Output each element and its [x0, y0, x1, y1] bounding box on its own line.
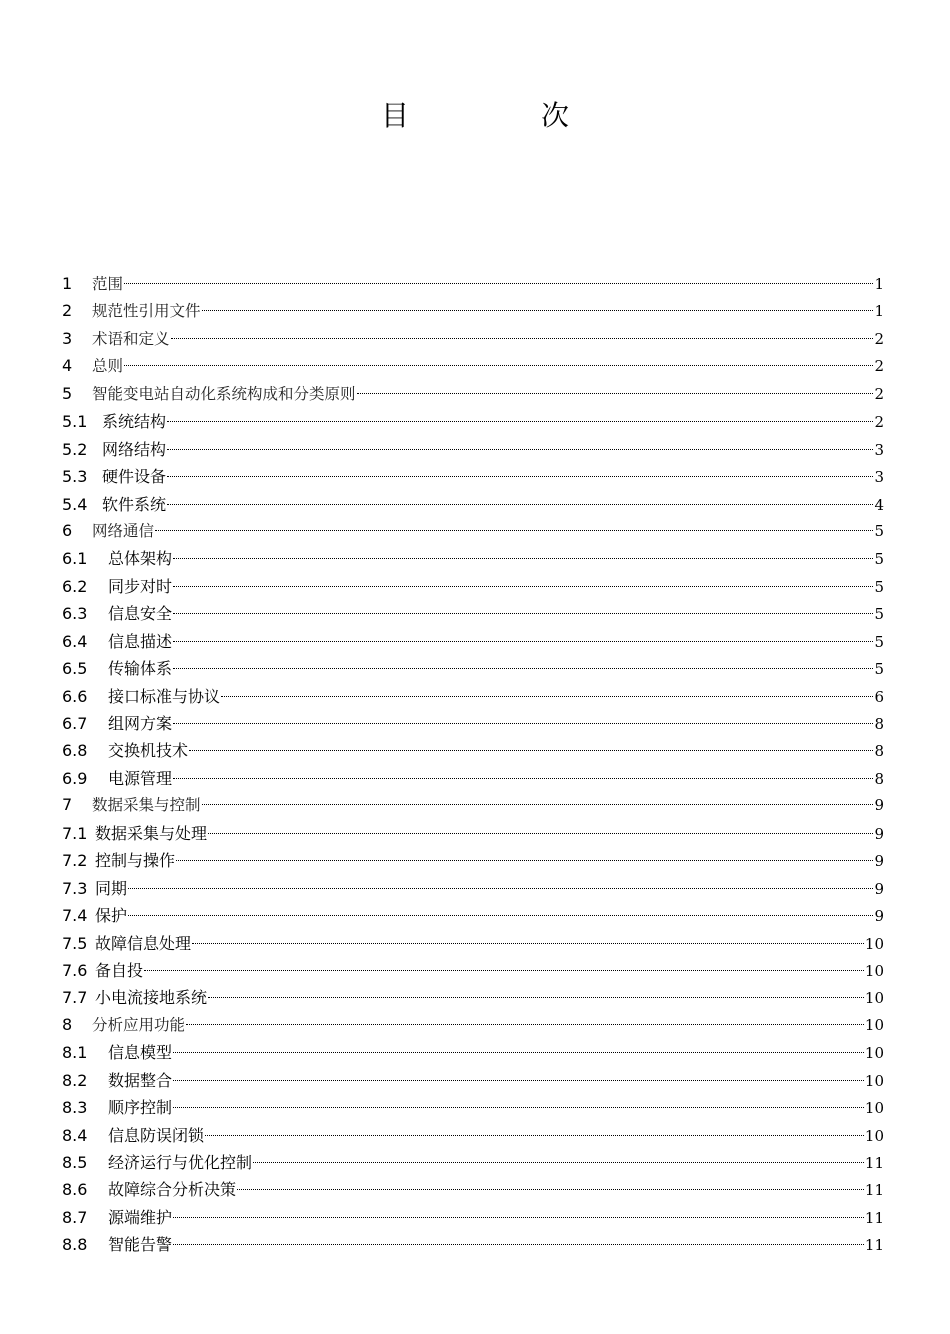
toc-entry-page-number: 2 — [874, 329, 884, 348]
toc-entry-label: 控制与操作 — [95, 851, 176, 871]
toc-entry-page-number: 9 — [874, 852, 884, 871]
toc-entry-number: 7.6 — [62, 960, 88, 980]
toc-entry-number: 6.9 — [62, 768, 88, 788]
toc-entry-label: 规范性引用文件 — [92, 302, 201, 321]
toc-entry-label: 网络结构 — [102, 439, 167, 459]
toc-dot-leader — [205, 1123, 864, 1139]
toc-entry-page-number: 10 — [864, 1044, 884, 1063]
toc-entry-label: 软件系统 — [102, 494, 167, 514]
toc-entry-label: 硬件设备 — [102, 467, 167, 487]
toc-entry-number: 5 — [62, 383, 73, 403]
toc-entry-page-number: 10 — [864, 989, 884, 1008]
toc-dot-leader — [124, 353, 873, 369]
toc-dot-leader — [128, 876, 873, 892]
toc-entry-number: 7 — [62, 795, 73, 815]
toc-entry-label: 总体架构 — [108, 549, 173, 569]
toc-entry-page-number: 11 — [864, 1181, 884, 1200]
toc-dot-leader — [237, 1177, 864, 1193]
toc-entry-page-number: 10 — [864, 1071, 884, 1090]
toc-dot-leader — [253, 1150, 864, 1166]
toc-entry-label: 源端维护 — [108, 1207, 173, 1227]
toc-entry[interactable] — [62, 1123, 884, 1150]
toc-entry[interactable] — [62, 711, 884, 738]
toc-entry[interactable] — [62, 793, 884, 820]
toc-entry-number: 3 — [62, 328, 73, 348]
toc-dot-leader — [167, 409, 873, 425]
toc-entry-label: 数据整合 — [108, 1070, 173, 1090]
toc-entry-label: 智能变电站自动化系统构成和分类原则 — [92, 384, 356, 403]
toc-entry[interactable] — [62, 629, 884, 656]
toc-entry-page-number: 10 — [864, 1126, 884, 1145]
toc-dot-leader — [202, 298, 874, 314]
toc-entry-page-number: 5 — [874, 605, 884, 624]
toc-entry[interactable] — [62, 656, 884, 683]
toc-dot-leader — [167, 437, 873, 453]
toc-dot-leader — [173, 1068, 864, 1084]
toc-dot-leader — [128, 903, 873, 919]
toc-entry[interactable] — [62, 738, 884, 765]
toc-entry[interactable] — [62, 821, 884, 848]
toc-entry-page-number: 5 — [874, 550, 884, 569]
toc-entry-page-number: 10 — [864, 1099, 884, 1118]
toc-entry[interactable] — [62, 848, 884, 875]
toc-entry-label: 同期 — [95, 878, 128, 898]
toc-entry-page-number: 9 — [874, 824, 884, 843]
toc-dot-leader — [221, 684, 873, 700]
toc-entry-number: 2 — [62, 301, 73, 321]
toc-entry[interactable] — [62, 1068, 884, 1095]
toc-dot-leader — [173, 629, 873, 645]
toc-entry-page-number: 11 — [864, 1236, 884, 1255]
toc-entry-label: 分析应用功能 — [92, 1015, 186, 1034]
toc-entry-page-number: 1 — [874, 275, 884, 293]
toc-entry-label: 故障综合分析决策 — [108, 1180, 237, 1200]
toc-entry-page-number: 9 — [874, 796, 884, 815]
toc-dot-leader — [144, 958, 864, 974]
toc-entry[interactable] — [62, 958, 884, 985]
toc-entry-number: 1 — [62, 274, 73, 293]
toc-entry-page-number: 9 — [874, 907, 884, 926]
toc-entry-label: 保护 — [95, 906, 128, 926]
toc-dot-leader — [208, 821, 873, 837]
toc-entry-page-number: 10 — [864, 1015, 884, 1034]
toc-entry[interactable] — [62, 931, 884, 958]
toc-entry-label: 小电流接地系统 — [95, 988, 208, 1008]
table-of-contents — [62, 272, 884, 1260]
toc-entry-number: 7.7 — [62, 988, 88, 1008]
toc-entry-label: 数据采集与处理 — [95, 823, 208, 843]
toc-entry-label: 信息模型 — [108, 1043, 173, 1063]
toc-dot-leader — [202, 792, 874, 808]
toc-entry-number: 8.5 — [62, 1153, 88, 1172]
toc-entry-number: 8 — [62, 1014, 73, 1034]
toc-entry-page-number: 8 — [874, 742, 884, 761]
toc-entry-page-number: 5 — [874, 521, 884, 540]
toc-entry[interactable] — [62, 574, 884, 601]
toc-entry-label: 网络通信 — [92, 521, 155, 540]
toc-dot-leader — [357, 381, 874, 397]
toc-entry-number: 5.4 — [62, 494, 88, 514]
toc-entry[interactable] — [62, 876, 884, 903]
toc-dot-leader — [167, 464, 873, 480]
toc-entry-page-number: 5 — [874, 632, 884, 651]
toc-entry-number: 8.1 — [62, 1043, 88, 1063]
toc-dot-leader — [173, 711, 873, 727]
toc-entry[interactable] — [62, 985, 884, 1012]
toc-entry-label: 术语和定义 — [92, 329, 170, 348]
toc-entry[interactable] — [62, 684, 884, 711]
toc-entry-number: 6 — [62, 520, 73, 540]
toc-entry-label: 传输体系 — [108, 659, 173, 679]
toc-dot-leader — [173, 766, 873, 782]
toc-entry-label: 信息安全 — [108, 604, 173, 624]
toc-entry-label: 经济运行与优化控制 — [108, 1153, 253, 1172]
toc-entry-page-number: 3 — [874, 468, 884, 487]
toc-entry-page-number: 11 — [864, 1154, 884, 1172]
toc-entry-number: 7.1 — [62, 823, 88, 843]
toc-entry-page-number: 4 — [874, 495, 884, 514]
toc-entry-label: 智能告警 — [108, 1235, 173, 1255]
toc-dot-leader — [155, 518, 873, 534]
toc-entry[interactable] — [62, 1013, 884, 1040]
toc-entry[interactable] — [62, 327, 884, 354]
toc-dot-leader — [208, 985, 864, 1001]
toc-entry-label: 接口标准与协议 — [108, 686, 221, 706]
toc-entry-number: 8.7 — [62, 1207, 88, 1227]
toc-entry-label: 系统结构 — [102, 412, 167, 432]
toc-entry[interactable] — [62, 601, 884, 628]
toc-entry-number: 5.3 — [62, 467, 88, 487]
toc-entry-page-number: 8 — [874, 715, 884, 733]
toc-entry-number: 7.2 — [62, 851, 88, 871]
toc-dot-leader — [173, 1232, 864, 1248]
toc-entry-label: 总则 — [92, 357, 124, 376]
toc-entry[interactable] — [62, 1150, 884, 1177]
toc-entry-number: 7.5 — [62, 933, 88, 953]
toc-entry-number: 6.4 — [62, 631, 88, 651]
toc-dot-leader — [189, 738, 873, 754]
toc-dot-leader — [171, 326, 874, 342]
toc-dot-leader — [173, 656, 873, 672]
toc-entry-number: 6.5 — [62, 659, 88, 679]
toc-entry-page-number: 6 — [874, 687, 884, 706]
toc-entry-label: 范围 — [92, 275, 124, 293]
toc-entry-number: 4 — [62, 356, 73, 376]
toc-dot-leader — [186, 1012, 864, 1028]
toc-entry-number: 6.6 — [62, 686, 88, 706]
toc-dot-leader — [173, 1205, 864, 1221]
toc-dot-leader — [173, 546, 873, 562]
toc-entry[interactable] — [62, 382, 884, 409]
toc-entry-page-number: 10 — [864, 934, 884, 953]
toc-entry-page-number: 3 — [874, 440, 884, 459]
toc-entry-label: 交换机技术 — [108, 741, 189, 761]
toc-entry-label: 备自投 — [95, 960, 144, 980]
toc-entry-label: 组网方案 — [108, 714, 173, 733]
toc-entry[interactable] — [62, 409, 884, 436]
toc-entry-page-number: 8 — [874, 769, 884, 788]
toc-entry-number: 7.3 — [62, 878, 88, 898]
toc-entry-number: 8.4 — [62, 1125, 88, 1145]
toc-entry[interactable] — [62, 492, 884, 519]
toc-entry[interactable] — [62, 903, 884, 930]
toc-dot-leader — [192, 931, 864, 947]
toc-entry-label: 顺序控制 — [108, 1098, 173, 1118]
toc-entry-number: 6.8 — [62, 741, 88, 761]
toc-entry[interactable] — [62, 1205, 884, 1232]
toc-entry[interactable] — [62, 766, 884, 793]
toc-entry-number: 7.4 — [62, 906, 88, 926]
toc-entry[interactable] — [62, 299, 884, 326]
toc-entry-label: 信息描述 — [108, 631, 173, 651]
toc-entry[interactable] — [62, 1040, 884, 1067]
toc-entry-label: 电源管理 — [108, 768, 173, 788]
toc-dot-leader — [176, 848, 873, 864]
toc-entry-label: 同步对时 — [108, 576, 173, 596]
toc-entry[interactable] — [62, 464, 884, 491]
toc-dot-leader — [173, 601, 873, 617]
toc-entry-page-number: 2 — [874, 413, 884, 432]
toc-dot-leader — [124, 271, 873, 287]
toc-entry-number: 6.3 — [62, 604, 88, 624]
toc-dot-leader — [173, 574, 873, 590]
toc-entry[interactable] — [62, 437, 884, 464]
toc-entry-page-number: 2 — [874, 357, 884, 376]
toc-entry-page-number: 9 — [874, 879, 884, 898]
toc-entry-number: 6.2 — [62, 576, 88, 596]
toc-entry-page-number: 5 — [874, 577, 884, 596]
toc-entry-number: 8.8 — [62, 1235, 88, 1255]
toc-entry-number: 8.6 — [62, 1180, 88, 1200]
toc-entry-page-number: 10 — [864, 961, 884, 980]
toc-entry[interactable] — [62, 1095, 884, 1122]
toc-entry[interactable] — [62, 519, 884, 546]
toc-entry-number: 5.2 — [62, 439, 88, 459]
toc-entry-label: 故障信息处理 — [95, 933, 192, 953]
toc-entry-number: 6.7 — [62, 714, 88, 733]
toc-entry-label: 信息防误闭锁 — [108, 1125, 205, 1145]
toc-entry-page-number: 11 — [864, 1208, 884, 1227]
toc-entry[interactable] — [62, 546, 884, 573]
toc-dot-leader — [173, 1040, 864, 1056]
toc-entry[interactable] — [62, 272, 884, 299]
toc-entry-number: 6.1 — [62, 549, 88, 569]
toc-entry-number: 8.2 — [62, 1070, 88, 1090]
toc-entry[interactable] — [62, 1232, 884, 1259]
toc-dot-leader — [173, 1095, 864, 1111]
toc-entry-label: 数据采集与控制 — [92, 796, 201, 815]
toc-entry-page-number: 2 — [874, 384, 884, 403]
toc-entry-number: 5.1 — [62, 412, 88, 432]
toc-entry-page-number: 5 — [874, 660, 884, 679]
toc-entry[interactable] — [62, 354, 884, 381]
toc-entry[interactable] — [62, 1177, 884, 1204]
toc-entry-number: 8.3 — [62, 1098, 88, 1118]
toc-entry-page-number: 1 — [874, 302, 884, 321]
toc-dot-leader — [167, 492, 873, 508]
page-title: 目 次 — [380, 99, 621, 132]
